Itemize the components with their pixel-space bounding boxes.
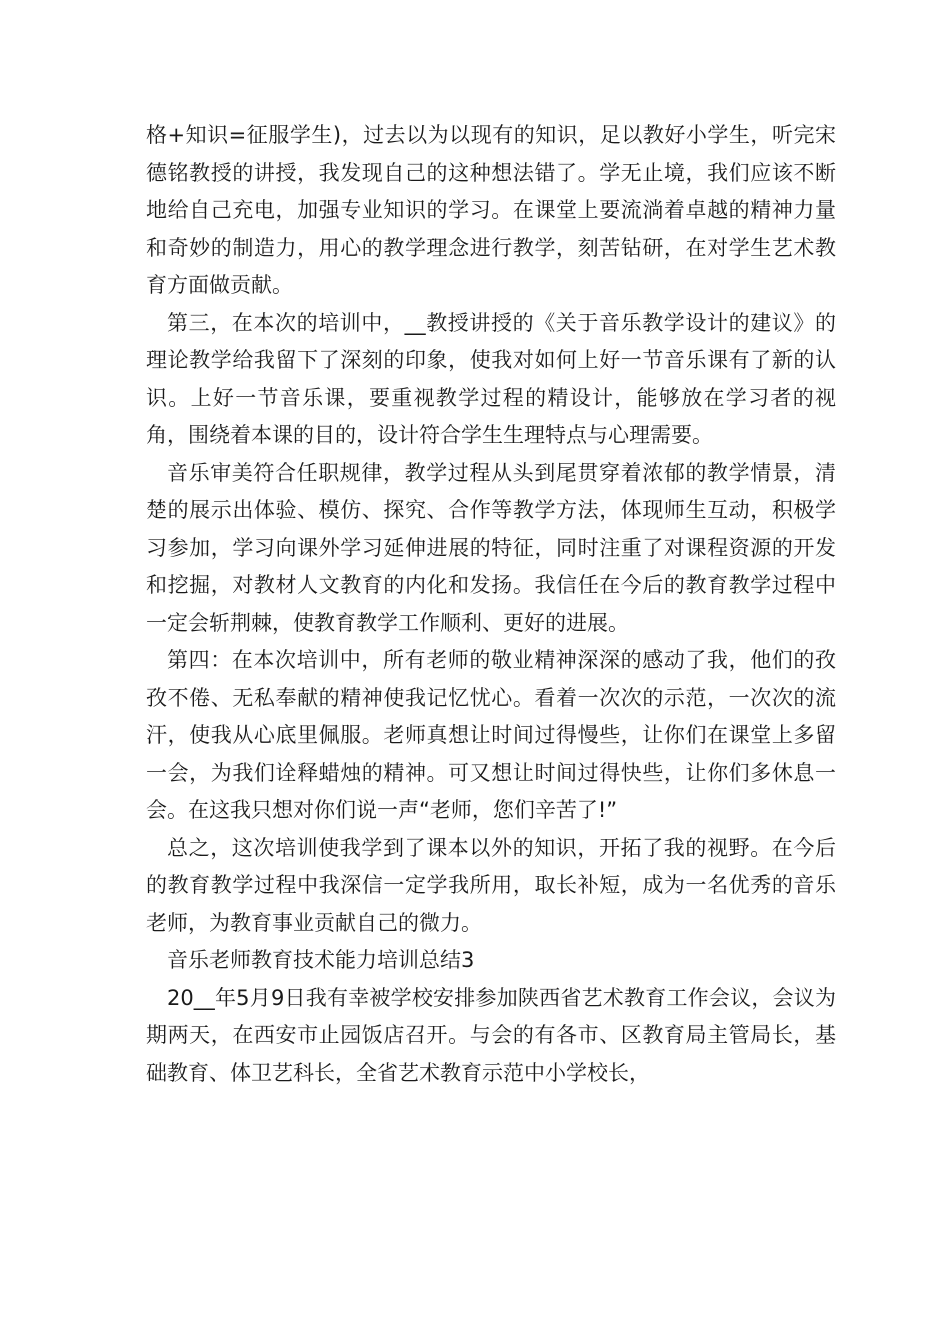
paragraph-meeting-intro: 20__年5月9日我有幸被学校安排参加陕西省艺术教育工作会议，会议为期两天，在西安市止园饭店召开。与会的有各市、区教育局主管局长，基础教育、体卫艺科长，全省艺术教育示范中小学校长，: [146, 985, 836, 1085]
paragraph-music-aesthetics: 音乐审美符合任职规律，教学过程从头到尾贯穿着浓郁的教学情景，清楚的展示出体验、模仿、探究、合作等教学方法，体现师生互动，积极学习参加，学习向课外学习延伸进展的特征，同时注重了对课程资源的开发和挖掘，对教材人文教育的内化和发扬。我信任在今后的教育教学过程中一定会斩荆棘，使教育教学工作顺利、更好的进展。: [146, 460, 836, 635]
document-body: [146, 117, 836, 1092]
paragraph-fourth-point: 第四：在本次培训中，所有老师的敬业精神深深的感动了我，他们的孜孜不倦、无私奉献的精神使我记忆忧心。看着一次次的示范，一次次的流汗，使我从心底里佩服。老师真想让时间过得慢些，让你们在课堂上多留一会，为我们诠释蜡烛的精神。可又想让时间过得快些，让你们多休息一会。在这我只想对你们说一声“老师，您们辛苦了!”: [146, 648, 836, 822]
paragraph-conclusion: 总之，这次培训使我学到了课本以外的知识，开拓了我的视野。在今后的教育教学过程中我深信一定学我所用，取长补短，成为一名优秀的音乐老师，为教育事业贡献自己的微力。: [146, 835, 836, 935]
paragraph-third-point: 第三，在本次的培训中，__教授讲授的《关于音乐教学设计的建议》的理论教学给我留下了深刻的印象，使我对如何上好一节音乐课有了新的认识。上好一节音乐课，要重视教学过程的精设计，能够放在学习者的视角，围绕着本课的目的，设计符合学生生理特点与心理需要。: [146, 310, 836, 447]
paragraph-continuation: 格+知识=征服学生)，过去以为以现有的知识，足以教好小学生，听完宋德铭教授的讲授，我发现自己的这种想法错了。学无止境，我们应该不断地给自己充电，加强专业知识的学习。在课堂上要流淌着卓越的精神力量和奇妙的制造力，用心的教学理念进行教学，刻苦钻研，在对学生艺术教育方面做贡献。: [146, 123, 836, 297]
section-title: 音乐老师教育技术能力培训总结3: [167, 948, 475, 972]
